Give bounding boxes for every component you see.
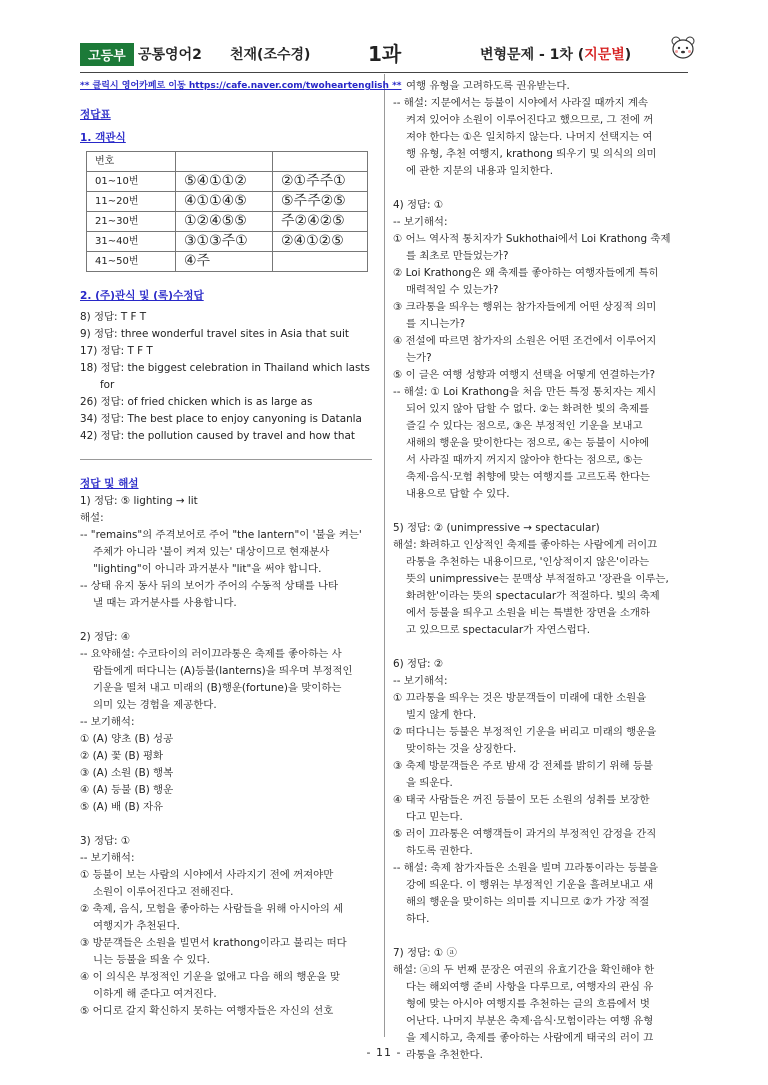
text-line: 3) 정답: ① [80,835,131,847]
subjective-answers [80,309,372,445]
text-line: 하다. [406,913,430,925]
text-line: ③ 크라통을 띄우는 행위는 참가자들에게 어떤 상징적 의미 [393,301,657,313]
text-line: -- 보기해석: [393,675,448,687]
column-divider [384,74,385,1037]
text-line: ② 떠다니는 등불은 부정적인 기운을 버리고 미래의 행운을 [393,726,657,738]
page-number: - 11 - [366,1046,402,1059]
text-line: -- 요약해설: 수코타이의 러이끄라통은 축제를 좋아하는 사 [80,648,342,660]
explain-title: 정답 및 해설 [80,478,139,490]
text-line: 4) 정답: ① [393,199,444,211]
text-line: 에 관한 지문의 내용과 일치한다. [406,165,553,177]
blank-line [80,816,372,833]
table-row [87,192,368,212]
text-line: ⑤ 어디로 갈지 확신하지 못하는 여행자들은 자신의 선호 [80,1005,334,1017]
text-line: 의미 있는 경험을 제공한다. [93,699,217,711]
text-line: 화려한'이라는 뜻의 spectacular가 적절하다. 빛의 축제 [406,590,660,602]
text-line: 는가? [406,352,432,364]
table-header-row [87,152,368,172]
right-column [393,78,695,1064]
text-line: 을 제시하고, 축제를 좋아하는 사람에게 태국의 러이 끄 [406,1032,654,1044]
text-line: 니는 등불을 띄울 수 있다. [93,954,210,966]
text-line: 7) 정답: ① ⓐ [393,947,457,959]
page-header [80,40,688,70]
exam-type-highlight: 지문별 [584,47,625,63]
text-line: 라통을 추천한다. [406,1049,483,1061]
text-line: 다고 믿는다. [406,811,463,823]
row-answers-a: ③①③주① [176,232,273,252]
text-line: 켜져 있어야 소원이 이루어진다고 했으므로, 그 전에 꺼 [406,114,654,126]
text-line: 해설: 화려하고 인상적인 축제를 좋아하는 사람에게 러이끄 [393,539,658,551]
text-line: 축제·음식·모험 취향에 맞는 여행지를 고르도록 한다는 [406,471,650,483]
text-line: 강에 띄운다. 이 행위는 부정적인 기운을 흘려보내고 새 [406,879,654,891]
text-line: 이하게 해 준다고 여겨진다. [93,988,217,1000]
text-line: 26) 정답: of fried chicken which is as large as [80,396,313,408]
left-column [80,78,402,1020]
text-line: 17) 정답: T F T [80,345,153,357]
text-line: 즐길 수 있다는 점으로, ③은 부정적인 기운을 보내고 [406,420,643,432]
text-line: 매력적일 수 있는가? [406,284,499,296]
table-row [87,172,368,192]
text-line: 져야 한다는 ①은 일치하지 않는다. 나머지 선택지는 여 [406,131,653,143]
text-line: ⑤ (A) 배 (B) 자유 [80,801,164,813]
text-line: ② 축제, 음식, 모험을 좋아하는 사람들을 위해 아시아의 세 [80,903,344,915]
text-line: 를 최초로 만들었는가? [406,250,509,262]
text-line: 람들에게 떠다니는 (A)등불(lanterns)을 띄우며 부정적인 [93,665,353,677]
text-line: 기운을 떨쳐 내고 미래의 (B)행운(fortune)을 맞이하는 [93,682,342,694]
table-row [87,212,368,232]
text-line: 해설: ⓐ의 두 번째 문장은 여권의 유효기간을 확인해야 한 [393,964,655,976]
text-line: 여행지가 추천된다. [93,920,180,932]
text-line: ④ 이 의식은 부정적인 기운을 없애고 다음 해의 행운을 맞 [80,971,340,983]
text-line: 42) 정답: the pollution caused by travel and how that [80,430,355,442]
answer-table-title: 정답표 [80,109,111,121]
row-answers-b: 주②④②⑤ [273,212,368,232]
text-line: ④ (A) 등불 (B) 행운 [80,784,174,796]
text-line: ① (A) 양초 (B) 성공 [80,733,174,745]
row-answers-b: ②①주주① [273,172,368,192]
section-divider [80,459,372,460]
exam-type-suffix: ) [624,47,632,63]
text-line: -- 상태 유지 동사 뒤의 보어가 주어의 수동적 상태를 나타 [80,580,339,592]
text-line: 서 사라질 때까지 꺼지지 않아야 한다는 점으로, ⑤는 [406,454,643,466]
text-line: 해의 행운을 맞이하는 의미를 지니므로 ②가 가장 적절 [406,896,650,908]
text-line: 9) 정답: three wonderful travel sites in Asia that suit [80,328,349,340]
text-line: -- "remains"의 주격보어로 주어 "the lantern"이 '불을 켜는' [80,529,362,541]
row-answers-b [273,252,368,272]
table-row [87,252,368,272]
row-label: 11~20번 [87,192,176,212]
blank-line [393,639,695,656]
text-line: ① 등불이 보는 사람의 시야에서 사라지기 전에 꺼져야만 [80,869,334,881]
row-answers-b: ②④①②⑤ [273,232,368,252]
text-line: ⑤ 러이 끄라통은 여행객들이 과거의 부정적인 감정을 간직 [393,828,657,840]
text-line: 해설: [80,512,104,524]
answer-table [86,151,368,272]
table-header-cell: 번호 [87,152,176,172]
text-line: 내용으로 답할 수 있다. [406,488,510,500]
text-line: 다는 해외여행 준비 사항을 다루므로, 여행자의 관심 유 [406,981,654,993]
text-line: 라통을 추천하는 내용이므로, '인상적이지 않은'이라는 [406,556,650,568]
header-divider [80,72,688,73]
text-line: ① 끄라통을 띄우는 것은 방문객들이 미래에 대한 소원을 [393,692,647,704]
row-answers-a: ④주 [176,252,273,272]
text-line: 맞이하는 것을 상징한다. [406,743,517,755]
grade-badge: 고등부 [80,43,134,66]
text-line: 여행 유형을 고려하도록 권유받는다. [406,80,570,92]
text-line: 2) 정답: ④ [80,631,131,643]
row-answers-a: ⑤④①①② [176,172,273,192]
objective-title: 1. 객관식 [80,132,126,144]
text-line: -- 보기해석: [80,716,135,728]
text-line: ② Loi Krathong은 왜 축제를 좋아하는 여행자들에게 특히 [393,267,659,279]
text-line: 6) 정답: ② [393,658,444,670]
blank-line [393,180,695,197]
text-line: -- 보기해석: [80,852,135,864]
text-line: 뜻의 unimpressive는 문맥상 부적절하고 '장관을 이루는, [406,573,669,585]
text-line: 되어 있지 않아 답할 수 없다. ②는 화려한 빛의 축제를 [406,403,650,415]
left-explanations [80,493,372,1020]
blank-line [393,503,695,520]
row-answers-b: ⑤주주②⑤ [273,192,368,212]
subjective-title: 2. (주)관식 및 (록)수정답 [80,290,204,302]
text-line: -- 해설: 축제 참가자들은 소원을 빌며 끄라통이라는 등불을 [393,862,658,874]
text-line: ④ 태국 사람들은 꺼진 등불이 모든 소원의 성취를 보장한 [393,794,650,806]
text-line: ③ 축제 방문객들은 주로 밤새 강 전체를 밝히기 위해 등불 [393,760,653,772]
text-line: 34) 정답: The best place to enjoy canyoning is Datanla [80,413,362,425]
text-line: ① 어느 역사적 통치자가 Sukhothai에서 Loi Krathong 축제 [393,233,671,245]
row-label: 01~10번 [87,172,176,192]
text-line: 5) 정답: ② (unimpressive → spectacular) [393,522,600,534]
text-line: -- 보기해석: [393,216,448,228]
text-line: 18) 정답: the biggest celebration in Thailand which lasts [80,362,370,374]
text-line: ③ (A) 소원 (B) 행복 [80,767,174,779]
blank-line [80,612,372,629]
text-line: "lighting"이 아니라 과거분사 "lit"을 써야 합니다. [93,563,322,575]
cafe-link[interactable]: ** 클릭시 영어카페로 이동 https://cafe.naver.com/twoheartenglish ** [80,81,402,91]
row-label: 41~50번 [87,252,176,272]
table-row [87,232,368,252]
row-label: 21~30번 [87,212,176,232]
text-line: 하도록 권한다. [406,845,473,857]
bear-mascot-icon [670,34,696,60]
text-line: 에서 등불을 띄우고 소원을 비는 특별한 장면을 소개하 [406,607,650,619]
text-line: for [100,379,115,391]
text-line: 을 띄운다. [406,777,453,789]
text-line: 소원이 이루어진다고 전해진다. [93,886,234,898]
text-line: 새해의 행운을 맞이한다는 점으로, ④는 등불이 시야에 [406,437,650,449]
text-line: 를 지니는가? [406,318,466,330]
publisher-title: 천재(조수경) [230,47,311,63]
text-line: ④ 전설에 따르면 참가자의 소원은 어떤 조건에서 이루어지 [393,335,657,347]
text-line: 1) 정답: ⑤ lighting → lit [80,495,198,507]
text-line: 고 있으므로 spectacular가 자연스럽다. [406,624,591,636]
text-line: 8) 정답: T F T [80,311,147,323]
text-line: ⑤ 이 글은 여행 성향과 여행지 선택을 어떻게 연결하는가? [393,369,656,381]
text-line: ③ 방문객들은 소원을 빌면서 krathong이라고 불리는 떠다 [80,937,347,949]
exam-type-prefix: 변형문제 - 1차 ( [480,47,585,63]
row-answers-a: ④①①④⑤ [176,192,273,212]
text-line: 형에 맞는 아시아 여행지를 추천하는 글의 흐름에서 벗 [406,998,650,1010]
subject-title: 공통영어2 [138,47,202,63]
text-line: 주체가 아니라 '불이 켜져 있는' 대상이므로 현재분사 [93,546,330,558]
text-line: ② (A) 꽃 (B) 평화 [80,750,164,762]
exam-type [480,44,631,64]
text-line: 행 유형, 추천 여행지, krathong 띄우기 및 의식의 의미 [406,148,657,160]
lesson-title: 1과 [368,42,402,66]
blank-line [393,928,695,945]
row-answers-a: ①②④⑤⑤ [176,212,273,232]
text-line: 낼 때는 과거분사를 사용합니다. [93,597,237,609]
text-line: -- 해설: 지문에서는 등불이 시야에서 사라질 때까지 계속 [393,97,648,109]
text-line: 어난다. 나머지 부분은 축제·음식·모험이라는 여행 유형 [406,1015,654,1027]
text-line: -- 해설: ① Loi Krathong을 처음 만든 특정 통치자는 제시 [393,386,657,398]
text-line: 빌지 않게 한다. [406,709,477,721]
right-explanations [393,78,695,1064]
row-label: 31~40번 [87,232,176,252]
